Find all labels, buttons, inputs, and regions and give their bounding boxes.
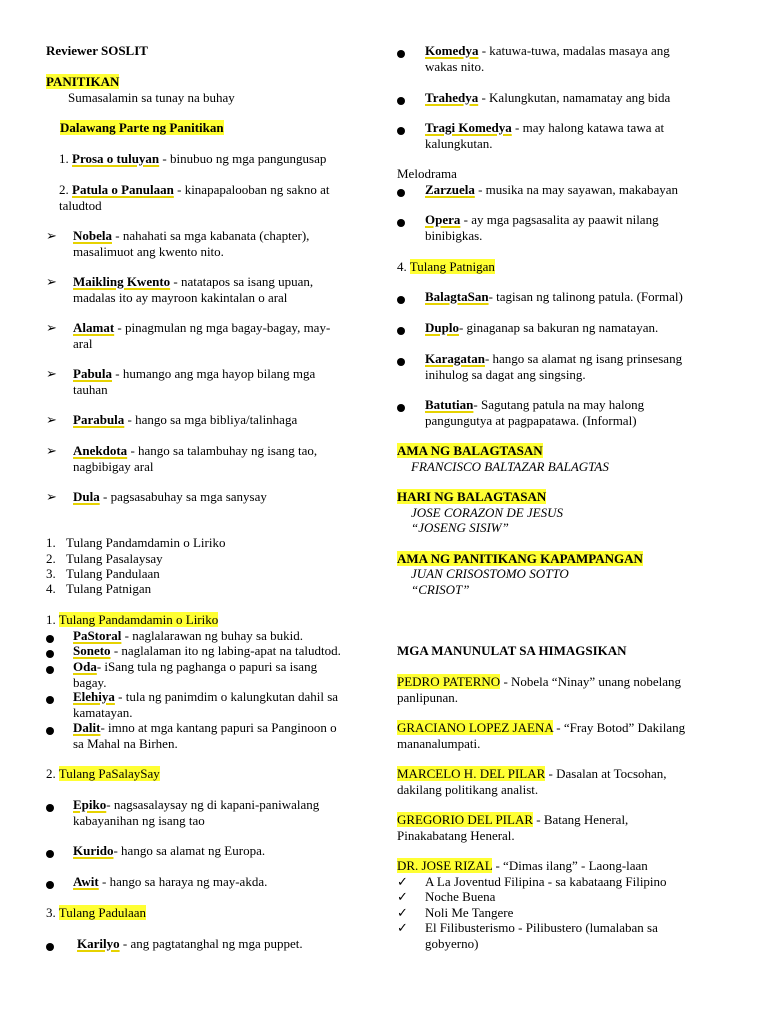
arrowhead-icon: ➢	[46, 489, 57, 504]
filled-circle-icon	[46, 800, 54, 816]
filled-circle-icon	[397, 400, 405, 416]
filled-circle-icon	[46, 692, 54, 708]
filled-circle-icon	[397, 292, 405, 308]
ama-balagtasan-heading: AMA NG BALAGTASAN	[397, 443, 543, 458]
ama-balagtasan-name: FRANCISCO BALTAZAR BALAGTAS	[411, 459, 609, 474]
filled-circle-icon	[46, 939, 54, 955]
pasalaysay-heading: 2. Tulang PaSalaySay	[46, 766, 160, 781]
filled-circle-icon	[46, 846, 54, 862]
checkmark-icon: ✓	[397, 905, 408, 920]
writer-entry: GREGORIO DEL PILAR - Batang Heneral, Pinakabatang Heneral.	[397, 812, 629, 843]
writer-entry: PEDRO PATERNO - Nobela “Ninay” unang nobelang panlipunan.	[397, 674, 682, 705]
filled-circle-icon	[397, 93, 405, 109]
filled-circle-icon	[397, 185, 405, 201]
dalawang-parte-heading: Dalawang Parte ng Panitikan	[60, 120, 224, 135]
filled-circle-icon	[397, 215, 405, 231]
padulaan-heading: 3. Tulang Padulaan	[46, 905, 147, 920]
checkmark-icon: ✓	[397, 874, 408, 889]
checkmark-icon: ✓	[397, 889, 408, 904]
panitikan-description: Sumasalamin sa tunay na buhay	[68, 90, 235, 105]
writer-entry: MARCELO H. DEL PILAR - Dasalan at Tocsohan, dakilang politikang analist.	[397, 766, 667, 797]
hari-balagtasan-name: JOSE CORAZON DE JESUS	[411, 505, 564, 520]
filled-circle-icon	[46, 631, 54, 647]
manunulat-heading: MGA MANUNULAT SA HIMAGSIKAN	[397, 643, 627, 658]
part-item-2: 2. Patula o Panulaan - kinapapalooban ng sakno at	[59, 182, 330, 197]
hari-balagtasan-heading: HARI NG BALAGTASAN	[397, 489, 547, 504]
filled-circle-icon	[46, 646, 54, 662]
hari-balagtasan-alias: “JOSENG SISIW”	[411, 520, 509, 535]
melodrama-label: Melodrama	[397, 166, 457, 181]
ama-kapampangan-heading: AMA NG PANITIKANG KAPAMPANGAN	[397, 551, 643, 566]
filled-circle-icon	[397, 46, 405, 62]
filled-circle-icon	[397, 354, 405, 370]
kapampangan-alias: “CRISOT”	[411, 582, 470, 597]
arrowhead-icon: ➢	[46, 443, 57, 458]
arrowhead-icon: ➢	[46, 274, 57, 289]
arrowhead-icon: ➢	[46, 320, 57, 335]
filled-circle-icon	[46, 662, 54, 678]
writer-entry: GRACIANO LOPEZ JAENA - “Fray Botod” Dakilang mananalumpati.	[397, 720, 686, 751]
checkmark-icon: ✓	[397, 920, 408, 935]
document-title: Reviewer SOSLIT	[46, 43, 148, 58]
filled-circle-icon	[46, 877, 54, 893]
arrowhead-icon: ➢	[46, 412, 57, 427]
panitikan-heading: PANITIKAN	[46, 74, 120, 89]
rizal-entry: DR. JOSE RIZAL - “Dimas ilang” - Laong-laan	[397, 858, 648, 873]
filled-circle-icon	[397, 323, 405, 339]
part-item-1: 1. Prosa o tuluyan - binubuo ng mga pangungusap	[59, 151, 327, 166]
patnigan-heading: 4. Tulang Patnigan	[397, 259, 495, 274]
filled-circle-icon	[397, 123, 405, 139]
part-item-2-cont: taludtod	[59, 198, 102, 213]
arrowhead-icon: ➢	[46, 228, 57, 243]
arrowhead-icon: ➢	[46, 366, 57, 381]
kapampangan-name: JUAN CRISOSTOMO SOTTO	[411, 566, 569, 581]
filled-circle-icon	[46, 723, 54, 739]
liriko-heading: 1. Tulang Pandamdamin o Liriko	[46, 612, 219, 627]
